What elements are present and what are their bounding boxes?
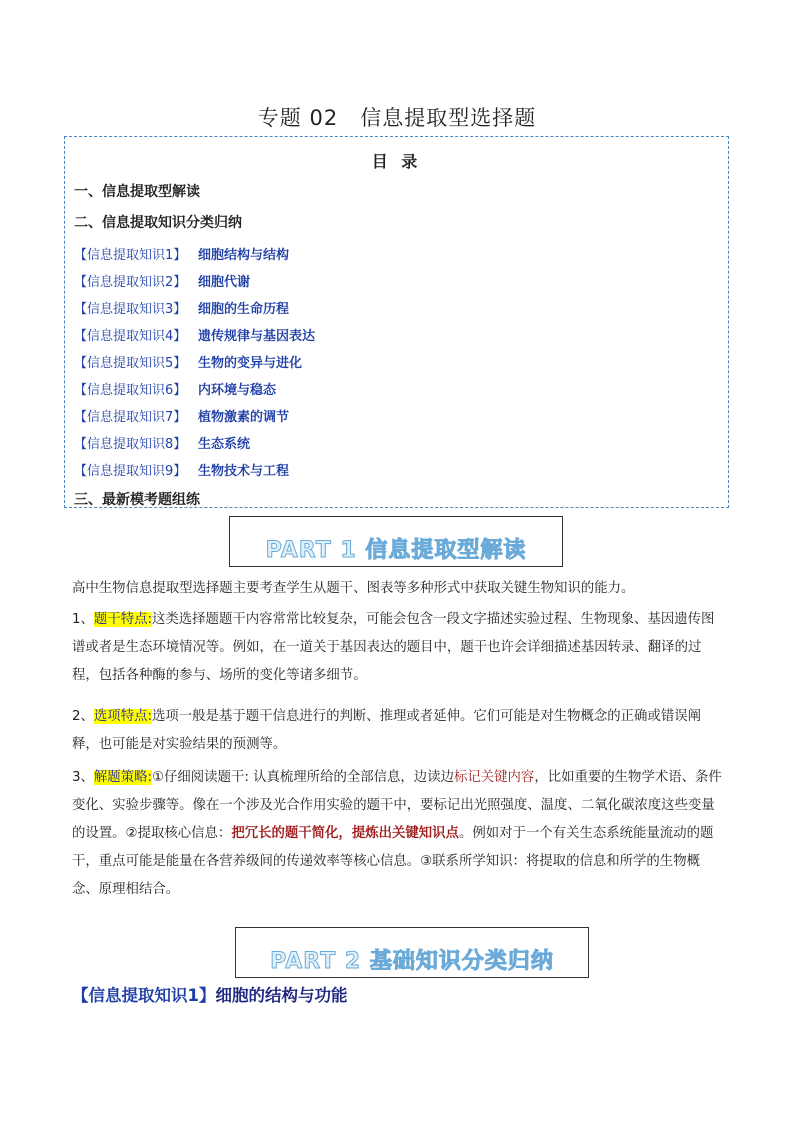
point1-paragraph: 1、题干特点:这类选择题题干内容常常比较复杂，可能会包含一段文字描述实验过程、生物现象、基因遗传图谱或者是生态环境情况等。例如，在一道关于基因表达的题目中，题干也许会详细描述基因转录、翻译的过程，包括各种酶的参与、场所的变化等诸多细节。	[72, 612, 715, 683]
toc-item[interactable]: 【信息提取知识4】 遗传规律与基因表达	[74, 329, 316, 344]
page-title-text: 信息提取型选择题	[360, 106, 537, 130]
page-title	[0, 102, 794, 132]
point2-highlight: 选项特点:	[93, 709, 152, 724]
page-title-number: 专题 02	[257, 106, 339, 130]
table-of-contents	[64, 136, 729, 508]
toc-item[interactable]: 【信息提取知识7】 植物激素的调节	[74, 410, 290, 425]
toc-heading: 目 录	[371, 152, 422, 171]
point3-emphasis-2: 把冗长的题干简化，提炼出关键知识点	[231, 826, 459, 841]
point3-paragraph: 3、解题策略:①仔细阅读题干: 认真梳理所给的全部信息，边读边标记关键内容，比如重要的生物学术语、条件变化、实验步骤等。像在一个涉及光合作用实验的题干中，要标记出光照强度、温度、二氧化碳浓度这些变量的设置。②提取核心信息：把冗长的题干简化，提炼出关键知识点。例如对于一个有关生态系统能量流动的题干，重点可能是能量在各营养级间的传递效率等核心信息。③联系所学知识：将提取的信息和所学的生物概念、原理相结合。	[72, 770, 722, 897]
toc-section-3[interactable]: 三、最新模考题组练	[74, 492, 200, 508]
toc-item[interactable]: 【信息提取知识5】 生物的变异与进化	[74, 356, 303, 371]
part2-banner-text: PART 2 基础知识分类归纳	[270, 949, 554, 974]
part1-banner	[229, 516, 563, 567]
toc-section-1[interactable]: 一、信息提取型解读	[74, 184, 200, 200]
toc-item[interactable]: 【信息提取知识8】 生态系统	[74, 437, 251, 452]
point3-highlight: 解题策略:	[93, 770, 152, 785]
knowledge1-heading: 【信息提取知识1】细胞的结构与功能	[72, 986, 348, 1005]
part2-banner	[235, 927, 589, 978]
intro-paragraph: 高中生物信息提取型选择题主要考查学生从题干、图表等多种形式中获取关键生物知识的能力。	[72, 581, 635, 596]
toc-item[interactable]: 【信息提取知识6】 内环境与稳态	[74, 383, 277, 398]
part1-banner-text: PART 1 信息提取型解读	[265, 538, 527, 563]
toc-item[interactable]: 【信息提取知识2】 细胞代谢	[74, 275, 251, 290]
toc-section-2[interactable]: 二、信息提取知识分类归纳	[74, 215, 242, 231]
toc-item[interactable]: 【信息提取知识3】 细胞的生命历程	[74, 302, 290, 317]
point2-paragraph: 2、选项特点:选项一般是基于题干信息进行的判断、推理或者延伸。它们可能是对生物概念的正确或错误阐释，也可能是对实验结果的预测等。	[72, 709, 702, 752]
point1-highlight: 题干特点:	[93, 612, 152, 627]
point3-emphasis-1: 标记关键内容	[453, 770, 535, 785]
toc-item[interactable]: 【信息提取知识9】 生物技术与工程	[74, 464, 290, 479]
toc-item[interactable]: 【信息提取知识1】 细胞结构与结构	[74, 248, 290, 263]
